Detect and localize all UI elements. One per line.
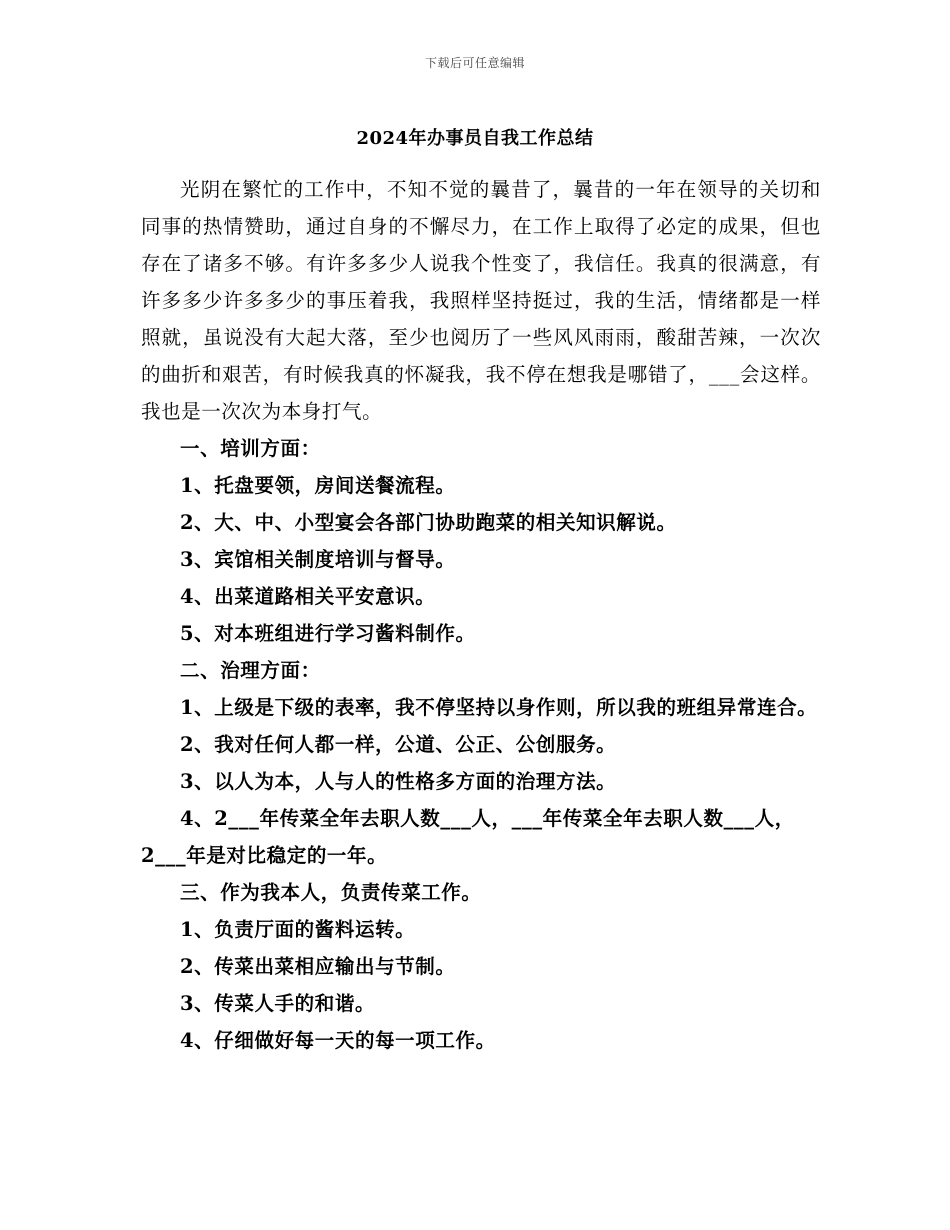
list-item: 2、大、中、小型宴会各部门协助跑菜的相关知识解说。 xyxy=(180,511,677,534)
section-heading: 一、培训方面： xyxy=(180,437,321,460)
section-heading: 三、作为我本人，负责传菜工作。 xyxy=(180,881,482,904)
document-body xyxy=(141,171,821,1059)
list-item: 4、仔细做好每一天的每一项工作。 xyxy=(180,1029,496,1052)
list-item: 3、传菜人手的和谐。 xyxy=(180,992,376,1015)
list-item: 3、宾馆相关制度培训与督导。 xyxy=(180,548,456,571)
list-item: 1、负责厅面的酱料运转。 xyxy=(180,918,416,941)
list-item: 2、我对任何人都一样，公道、公正、公创服务。 xyxy=(180,733,617,756)
section-heading: 二、治理方面： xyxy=(180,659,321,682)
list-item: 3、以人为本，人与人的性格多方面的治理方法。 xyxy=(180,770,617,793)
list-item: 2、传菜出菜相应输出与节制。 xyxy=(180,955,456,978)
section-training xyxy=(141,430,821,652)
list-item: 1、托盘要领，房间送餐流程。 xyxy=(180,474,456,497)
document-title: 2024年办事员自我工作总结 xyxy=(356,128,594,149)
section-personal xyxy=(141,874,821,1059)
list-item: 5、对本班组进行学习酱料制作。 xyxy=(180,622,476,645)
header-note: 下载后可任意编辑 xyxy=(424,56,525,70)
list-item: 1、上级是下级的表率，我不停坚持以身作则，所以我的班组异常连合。 xyxy=(180,696,818,719)
intro-paragraph: 光阴在繁忙的工作中，不知不觉的曩昔了，曩昔的一年在领导的关切和同事的热情赞助，通过自身的不懈尽力，在工作上取得了必定的成果，但也存在了诸多不够。有许多多少人说我个性变了，我信任。我真的很满意，有许多多少许多多少的事压着我，我照样坚持挺过，我的生活，情绪都是一样照就，虽说没有大起大落，至少也阅历了一些风风雨雨，酸甜苦辣，一次次的曲折和艰苦，有时候我真的怀凝我，我不停在想我是哪错了，___会这样。我也是一次次为本身打气。 xyxy=(141,178,821,423)
list-item: 4、出菜道路相关平安意识。 xyxy=(180,585,436,608)
list-item: 4、2___年传菜全年去职人数___人，___年传菜全年去职人数___人，2___年是对比稳定的一年。 xyxy=(141,807,795,867)
section-management xyxy=(141,652,821,874)
